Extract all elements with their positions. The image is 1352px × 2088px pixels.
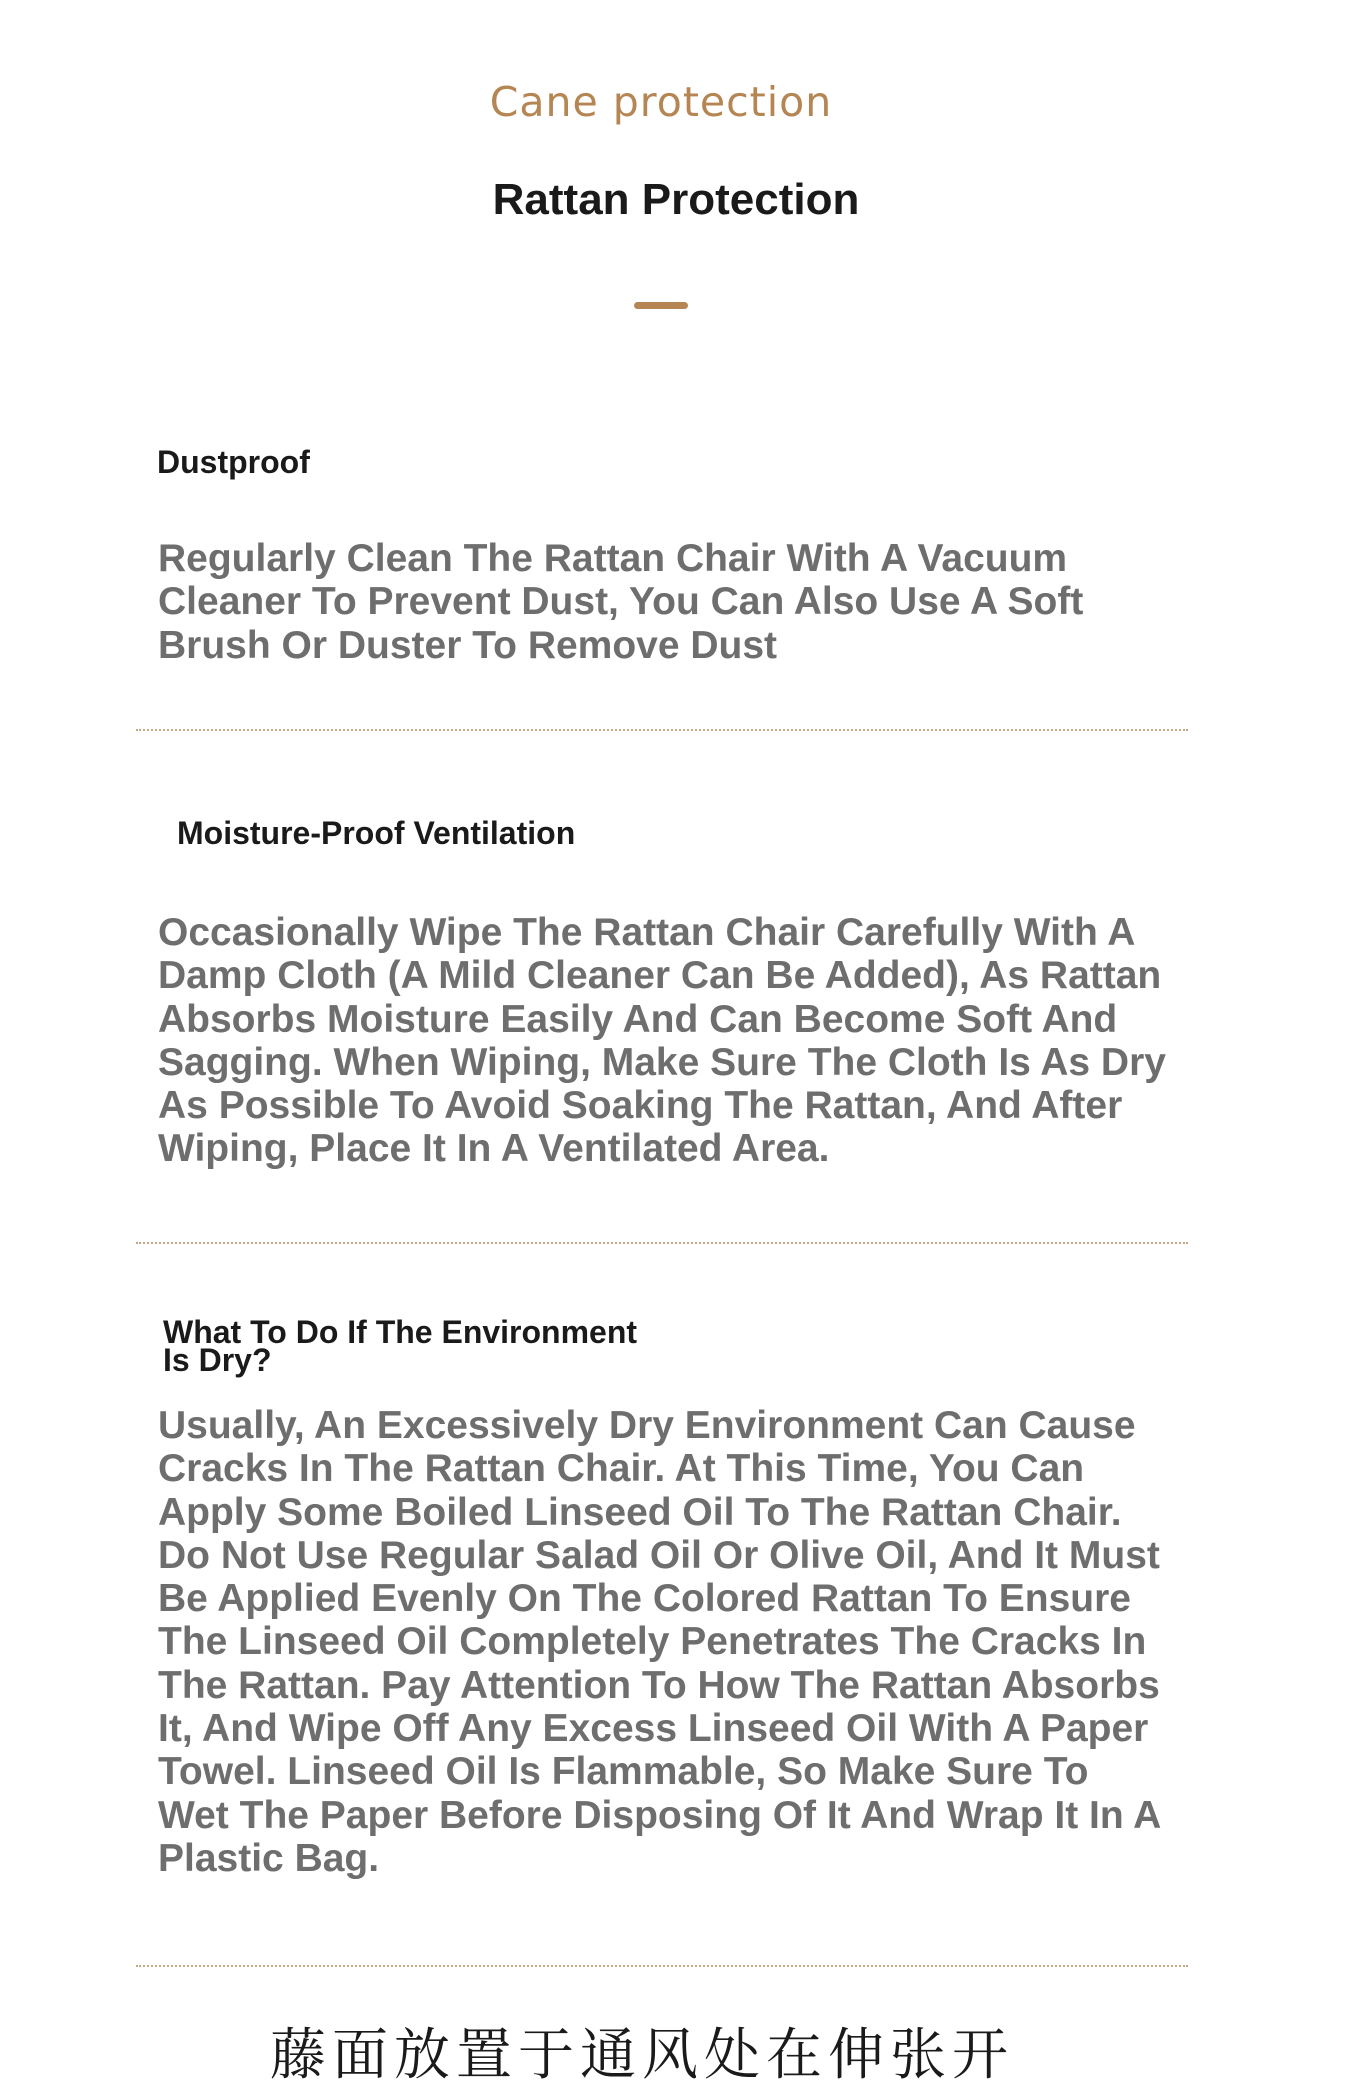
section-body-dry: Usually, An Excessively Dry Environment Can Cause Cracks In The Rattan Chair. At This Time, You Can Apply Some Boiled Linseed Oil To The Rattan Chair. Do Not Use Regular Salad Oil Or Olive Oil, And It Must Be Applied Evenly On The Colored Rattan To Ensure The Linseed Oil Completely Penetrates The Cracks In The Rattan. Pay Attention To How The Rattan Absorbs It, And Wipe Off Any Excess Linseed Oil With A Paper Towel. Linseed Oil Is Flammable, So Make Sure To Wet The Paper Before Disposing Of It And Wrap It In A Plastic Bag. xyxy=(158,1404,1160,1880)
page-title: Rattan Protection xyxy=(492,175,860,224)
section-divider xyxy=(136,1242,1188,1244)
section-heading-dustproof: Dustproof xyxy=(157,444,310,480)
section-heading-moisture: Moisture-Proof Ventilation xyxy=(177,815,576,851)
section-divider xyxy=(136,1965,1188,1967)
footer-partial-text: 藤面放置于通风处在伸张开 xyxy=(270,2023,1014,2088)
header-eyebrow: Cane protection xyxy=(489,78,833,126)
footer-clip xyxy=(0,2014,1322,2088)
section-heading-dry: What To Do If The Environment Is Dry? xyxy=(163,1314,638,1378)
title-accent-bar xyxy=(634,302,688,309)
section-body-dustproof: Regularly Clean The Rattan Chair With A Vacuum Cleaner To Prevent Dust, You Can Also Use A Soft Brush Or Duster To Remove Dust xyxy=(158,537,1084,667)
section-divider xyxy=(136,729,1188,731)
section-body-moisture: Occasionally Wipe The Rattan Chair Carefully With A Damp Cloth (A Mild Cleaner Can Be Added), As Rattan Absorbs Moisture Easily And Can Become Soft And Sagging. When Wiping, Make Sure The Cloth Is As Dry As Possible To Avoid Soaking The Rattan, And After Wiping, Place It In A Ventilated Area. xyxy=(158,911,1166,1171)
